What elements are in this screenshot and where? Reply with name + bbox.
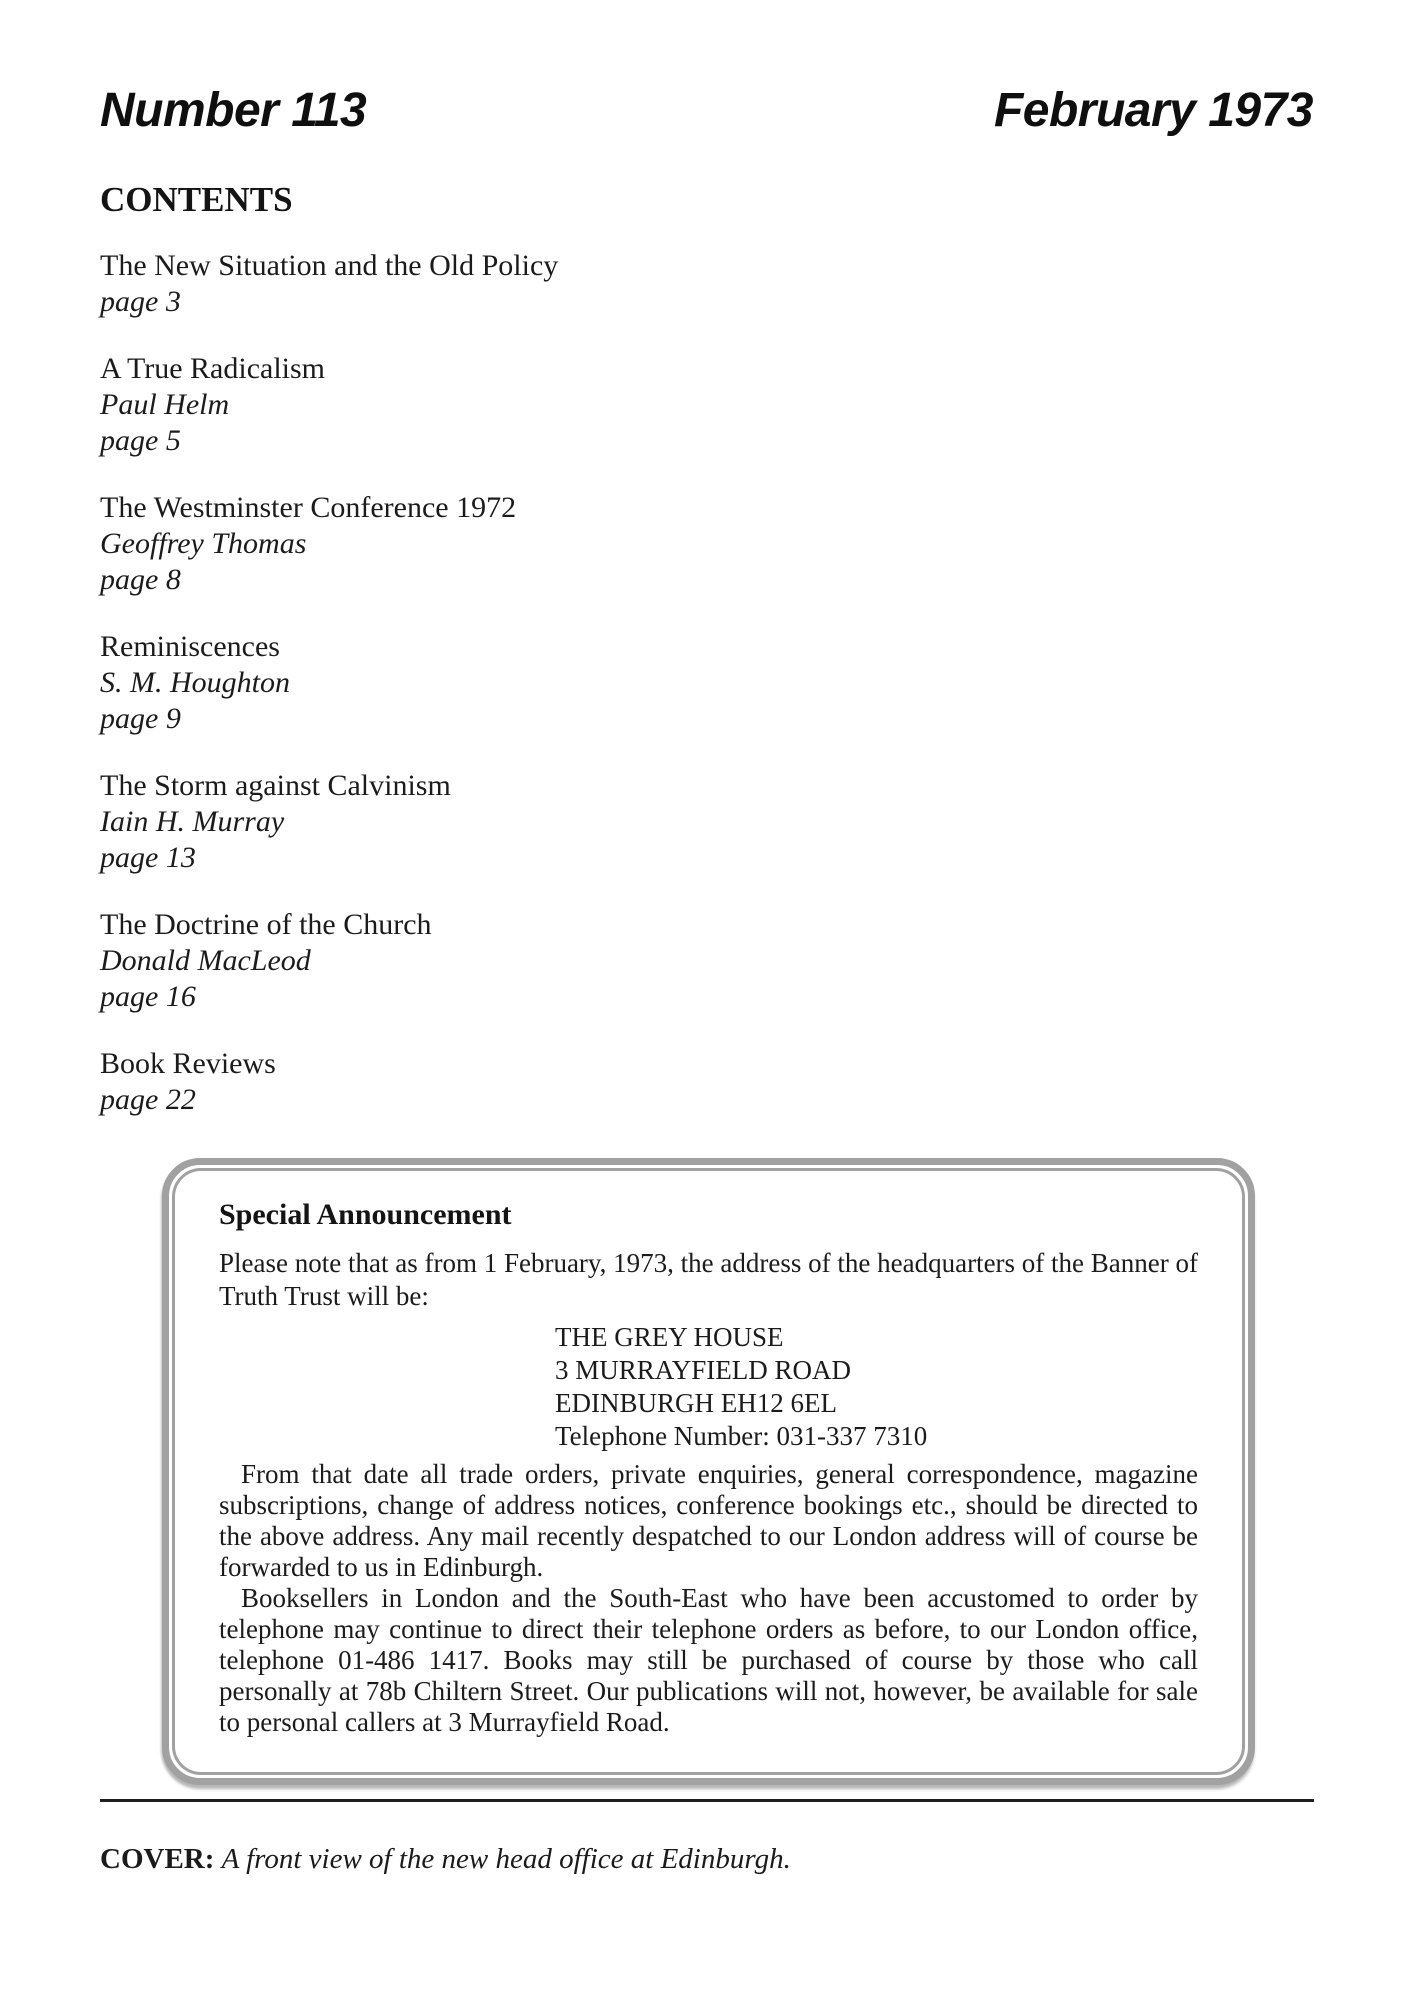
article-title: A True Radicalism <box>100 352 326 385</box>
article-page: page 8 <box>100 563 181 596</box>
article-title: Book Reviews <box>100 1047 276 1080</box>
cover-description: A front view of the new head office at Edinburgh. <box>221 1843 791 1875</box>
article-title: The Storm against Calvinism <box>100 769 451 802</box>
article-page: page 13 <box>100 841 196 874</box>
article-page: page 16 <box>100 980 196 1013</box>
article-page: page 5 <box>100 424 181 457</box>
divider-rule <box>100 1799 1314 1802</box>
issue-number: Number 113 <box>100 84 367 137</box>
contents-entry <box>100 629 720 737</box>
article-page: page 3 <box>100 285 181 318</box>
article-author: Donald MacLeod <box>100 944 311 977</box>
article-author: S. M. Houghton <box>100 666 290 699</box>
cover-caption <box>100 1842 791 1876</box>
announcement-box-inner <box>172 1168 1245 1775</box>
address-line-telephone: Telephone Number: 031-337 7310 <box>555 1421 928 1451</box>
address-line-city: EDINBURGH EH12 6EL <box>555 1388 837 1418</box>
address-block <box>555 1321 1198 1453</box>
article-author: Iain H. Murray <box>100 805 285 838</box>
article-page: page 9 <box>100 702 181 735</box>
contents-entry <box>100 490 720 598</box>
announcement-paragraph-2: Booksellers in London and the South-East who have been accustomed to order by telephone may continue to direct their telephone orders as before, to our London office, telephone 01-486 1417. Books may still be purchased of course by those who call personally at 78b Chiltern Street. Our publications will not, however, be available for sale to personal callers at 3 Murrayfield Road. <box>219 1583 1198 1737</box>
address-line-building: THE GREY HOUSE <box>555 1322 784 1352</box>
article-title: The Westminster Conference 1972 <box>100 491 517 524</box>
masthead <box>100 86 1313 136</box>
contents-entry <box>100 768 720 876</box>
contents-entry <box>100 1046 720 1118</box>
article-page: page 22 <box>100 1083 196 1116</box>
article-author: Geoffrey Thomas <box>100 527 307 560</box>
article-title: Reminiscences <box>100 630 280 663</box>
contents-heading: CONTENTS <box>100 180 293 219</box>
cover-label: COVER: <box>100 1843 215 1875</box>
issue-date: February 1973 <box>993 84 1313 137</box>
contents-entry <box>100 907 720 1015</box>
contents-entry <box>100 351 720 459</box>
contents-entry <box>100 248 720 320</box>
article-title: The Doctrine of the Church <box>100 908 432 941</box>
article-author: Paul Helm <box>100 388 230 421</box>
announcement-intro: Please note that as from 1 February, 1973, the address of the headquarters of the Banner of Truth Trust will be: <box>219 1248 1198 1311</box>
address-line-street: 3 MURRAYFIELD ROAD <box>555 1355 852 1385</box>
announcement-paragraph-1: From that date all trade orders, private enquiries, general correspondence, magazine subscriptions, change of address notices, conference bookings etc., should be directed to the above address. Any mail recently despatched to our London address will of course be forwarded to us in Edinburgh. <box>219 1459 1198 1582</box>
announcement-box <box>162 1158 1255 1785</box>
article-title: The New Situation and the Old Policy <box>100 249 559 282</box>
table-of-contents <box>100 248 720 1149</box>
announcement-title: Special Announcement <box>219 1198 512 1231</box>
